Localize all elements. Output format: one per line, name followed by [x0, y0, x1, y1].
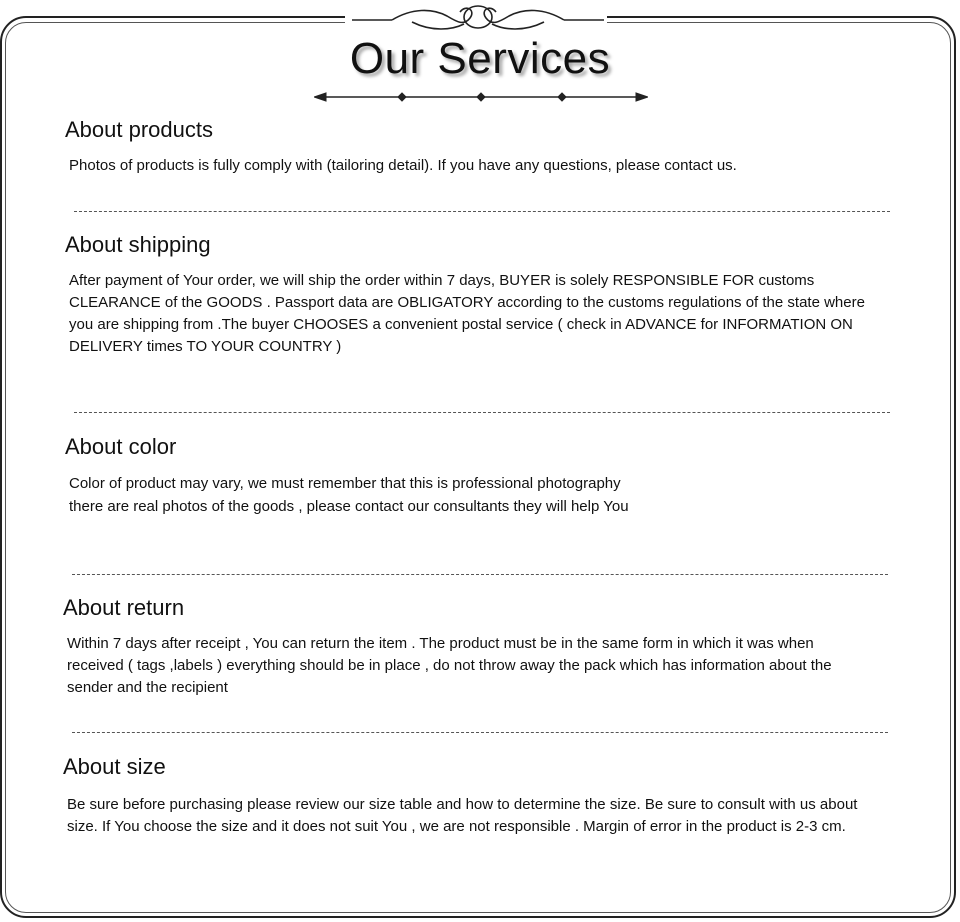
- section-heading: About return: [63, 595, 185, 620]
- section-heading: About products: [65, 117, 213, 142]
- section-text: Color of product may vary, we must remember that this is professional photography there are real photos of the goods , please contact our consultants they will help You: [69, 475, 629, 515]
- section-divider: [72, 574, 888, 575]
- section-text: Photos of products is fully comply with (tailoring detail). If you have any questions, please contact us.: [69, 157, 737, 174]
- section-text: Be sure before purchasing please review our size table and how to determine the size. Be sure to consult with us about size. If You choose the size and it does not suit You , we are not responsible . Margin of error in the product is 2-3 cm.: [67, 796, 858, 835]
- section-divider: [74, 412, 890, 413]
- section-heading: About shipping: [65, 232, 211, 257]
- section-about-size: [63, 754, 903, 838]
- section-about-products: [65, 117, 905, 177]
- section-heading: About size: [63, 754, 166, 779]
- section-text: Within 7 days after receipt , You can return the item . The product must be in the same form in which it was when received ( tags ,labels ) everything should be in place , do not throw away the pack which has information about the sender and the recipient: [67, 635, 832, 696]
- flourish-top-ornament: [352, 0, 604, 38]
- section-heading: About color: [65, 434, 177, 459]
- section-about-color: [65, 434, 905, 518]
- section-about-shipping: [65, 232, 905, 358]
- page-title: Our Services: [349, 34, 611, 83]
- section-divider: [74, 211, 890, 212]
- section-about-return: [63, 595, 903, 699]
- section-divider: [72, 732, 888, 733]
- section-text: After payment of Your order, we will ship the order within 7 days, BUYER is solely RESPONSIBLE FOR customs CLEARANCE of the GOODS . Passport data are OBLIGATORY according to the customs regulations of the state where you are shipping from .The buyer CHOOSES a convenient postal service ( check in ADVANCE for INFORMATION ON DELIVERY times TO YOUR COUNTRY ): [69, 272, 865, 355]
- flourish-bottom-ornament: [314, 88, 648, 106]
